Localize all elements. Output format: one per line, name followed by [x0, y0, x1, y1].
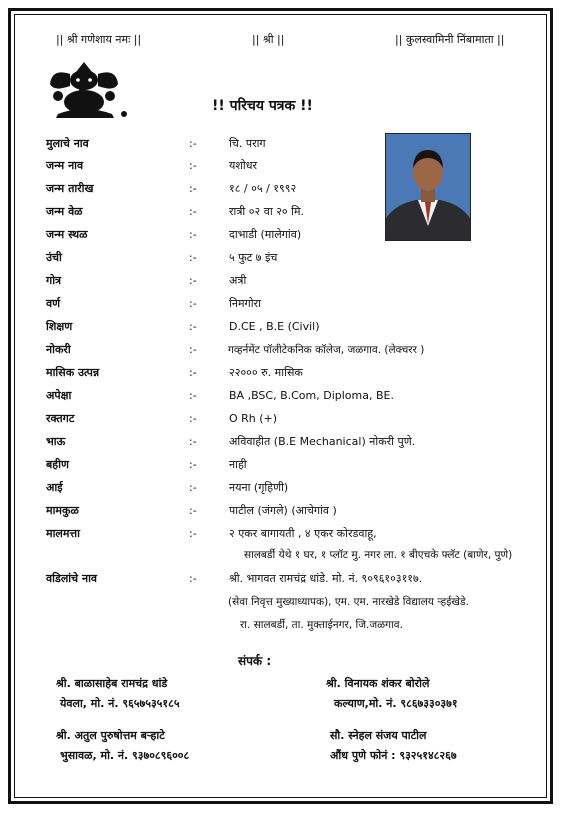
field-value-maternal-family: पाटील (जंगले) (आचेगांव ) — [229, 504, 337, 517]
field-separator: :- — [189, 527, 197, 540]
field-label: मुलाचे नाव — [46, 137, 89, 150]
field-label: उंची — [46, 251, 62, 264]
field-value-father-line2: (सेवा निवृत्त मुख्याध्यापक), एम. एम. नारखेडे विद्यालय ऱ्हईखेडे. — [228, 596, 469, 608]
field-label: बहीण — [46, 458, 69, 471]
field-separator: :- — [189, 366, 197, 379]
field-value-boy-name: चि. पराग — [229, 137, 266, 150]
field-label: शिक्षण — [46, 320, 73, 333]
field-value-sister: नाही — [229, 458, 247, 471]
field-value-birth-name: यशोधर — [229, 159, 257, 172]
field-separator: :- — [189, 182, 197, 195]
field-label: अपेक्षा — [46, 389, 72, 402]
field-label: मालमत्ता — [46, 527, 80, 540]
field-label: वर्ण — [46, 297, 61, 310]
field-label: मासिक उत्पन्न — [46, 366, 100, 379]
header-left: || श्री गणेशाय नमः || — [56, 33, 142, 46]
header-center: || श्री || — [252, 33, 285, 46]
field-separator: :- — [189, 572, 197, 585]
field-separator: :- — [189, 481, 197, 494]
field-value-property-line2: सालबर्डी येथे १ घर, १ प्लॉट मु. नगर ला. १ बीएचके फ्लॅट (बाणेर, पुणे) — [244, 549, 513, 561]
field-label: रक्तगट — [46, 412, 75, 425]
field-value-education: D.CE , B.E (Civil) — [229, 320, 320, 333]
field-label: मामकुळ — [46, 504, 79, 517]
field-label: जन्म वेळ — [46, 205, 83, 218]
field-label: आई — [46, 481, 63, 494]
field-separator: :- — [189, 504, 197, 517]
contact-title: संपर्क : — [238, 654, 272, 668]
field-value-mother: नयना (गृहिणी) — [229, 481, 289, 494]
field-value-income: २२००० रु. मासिक — [229, 366, 303, 379]
field-value-height: ५ फुट ७ इंच — [229, 251, 278, 264]
field-separator: :- — [189, 228, 197, 241]
field-value-gotra: अत्री — [229, 274, 247, 287]
field-separator: :- — [189, 389, 197, 402]
field-label: भाऊ — [46, 435, 66, 448]
ganesha-icon — [38, 58, 130, 120]
profile-photo — [385, 133, 471, 241]
field-separator: :- — [189, 137, 197, 150]
document-title: !! परिचय पत्रक !! — [212, 98, 313, 114]
field-value-job: गव्हर्नमेंट पॉलीटेकनिक कॉलेज, जळगाव. (लेक्चरर ) — [228, 344, 425, 356]
field-separator: :- — [189, 435, 197, 448]
field-value-brother: अविवाहीत (B.E Mechanical) नोकरी पुणे. — [229, 435, 416, 448]
field-separator: :- — [189, 297, 197, 310]
field-value-father-line3: रा. सालबर्डी, ता. मुक्ताईनगर, जि.जळगाव. — [240, 619, 403, 631]
contact-name: श्री. बाळासाहेब रामचंद्र धांडे — [56, 677, 168, 690]
field-label: गोत्र — [46, 274, 62, 287]
field-separator: :- — [189, 343, 197, 356]
contact-detail: भुसावळ, मो. नं. ९३७०८९६००८ — [60, 749, 190, 762]
field-separator: :- — [189, 159, 197, 172]
field-separator: :- — [189, 412, 197, 425]
field-value-birth-time: रात्री ०२ वा २० मि. — [229, 205, 305, 218]
header-right: || कुलस्वामिनी निंबामाता || — [395, 33, 505, 46]
field-label: नोकरी — [46, 343, 71, 356]
field-value-birth-place: दाभाडी (मालेगांव) — [229, 228, 302, 241]
field-value-property: २ एकर बागायती , ४ एकर कोरडवाहू, — [229, 527, 377, 540]
field-value-expectation: BA ,BSC, B.Com, Diploma, BE. — [229, 389, 394, 402]
field-separator: :- — [189, 205, 197, 218]
field-separator: :- — [189, 274, 197, 287]
contact-detail: कल्याण,मो. नं. ९८६७३३०३७१ — [334, 697, 458, 710]
contact-detail: औंध पुणे फोनं : ९३२५१४८२६७ — [330, 749, 457, 762]
field-value-blood-group: O Rh (+) — [229, 412, 278, 425]
field-value-complexion: निमगोरा — [229, 297, 261, 310]
contact-name: सौ. स्नेहल संजय पाटील — [330, 729, 427, 742]
field-label: जन्म स्थळ — [46, 228, 88, 241]
field-separator: :- — [189, 251, 197, 264]
field-separator: :- — [189, 458, 197, 471]
field-label: जन्म नाव — [46, 159, 84, 172]
contact-name: श्री. विनायक शंकर बोरोले — [326, 677, 430, 690]
contact-detail: येवला, मो. नं. ९६५७५३५१८५ — [60, 697, 180, 710]
field-label: वडिलांचे नाव — [46, 572, 98, 585]
field-separator: :- — [189, 320, 197, 333]
field-value-father: श्री. भागवत रामचंद्र धांडे. मो. नं. ९०९६१०३११७. — [229, 572, 423, 585]
field-label: जन्म तारीख — [46, 182, 94, 195]
contact-name: श्री. अतुल पुरुषोत्तम बऱ्हाटे — [56, 729, 165, 742]
field-value-birth-date: १८ / ०५ / १९९२ — [229, 182, 297, 195]
